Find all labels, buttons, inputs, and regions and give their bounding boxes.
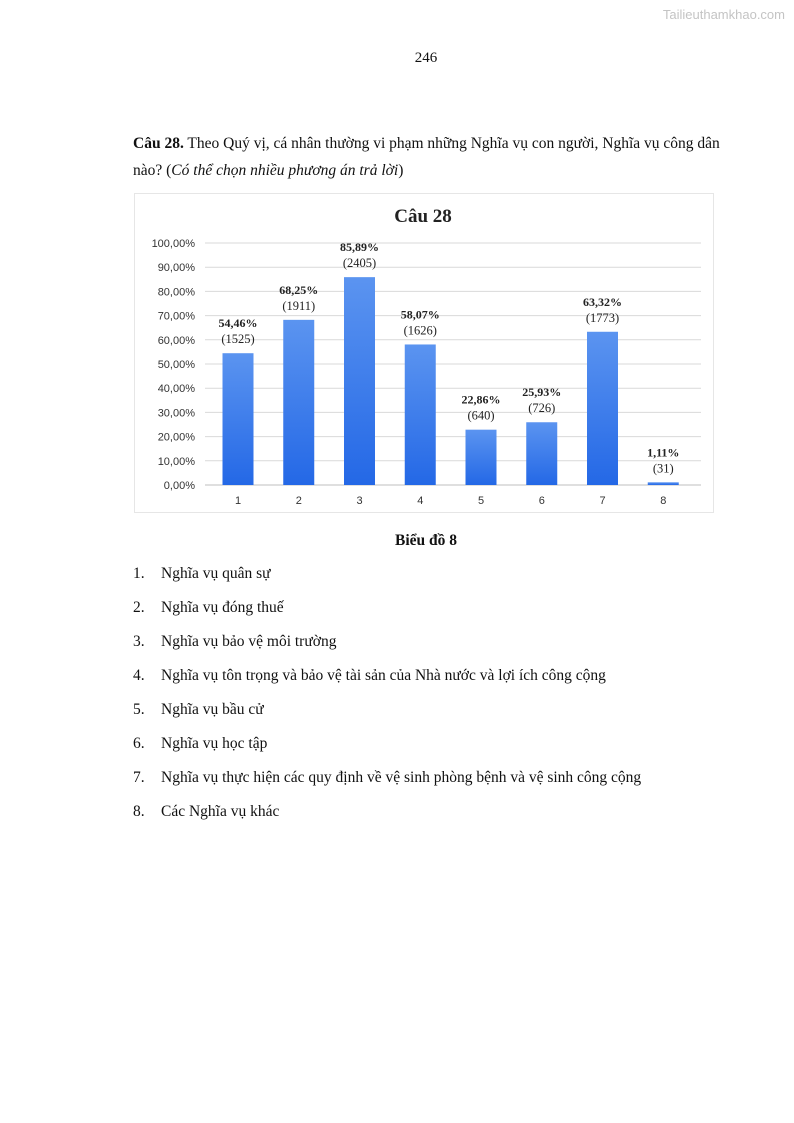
list-item [133, 664, 733, 698]
bar [526, 422, 557, 485]
x-tick-label: 8 [660, 495, 667, 507]
chart-title: Câu 28 [394, 206, 452, 227]
bar [283, 320, 314, 485]
y-tick-label: 30,00% [157, 407, 195, 420]
x-tick-label: 7 [599, 495, 606, 507]
bar-count-label: (726) [528, 401, 556, 416]
list-item [133, 562, 733, 596]
bar-value-label: 1,11% [647, 445, 680, 460]
question-body: Theo Quý vị, cá nhân thường vi phạm những Nghĩa vụ con người, Nghĩa vụ công dân nào? ( [133, 135, 720, 179]
chart-frame [134, 193, 714, 513]
bar-value-label: 68,25% [279, 282, 319, 297]
bar-count-label: (2405) [342, 256, 377, 271]
y-tick-label: 50,00% [157, 359, 195, 371]
bar [466, 430, 497, 485]
y-tick-label: 70,00% [157, 310, 195, 323]
watermark: Tailieuthamkhao.com [662, 7, 785, 22]
bar-value-label: 63,32% [583, 294, 622, 309]
x-tick-label: 2 [295, 495, 302, 507]
y-tick-label: 0,00% [163, 480, 195, 492]
list-item-number: 1. [133, 565, 145, 582]
category-list [133, 562, 733, 834]
x-tick-label: 5 [477, 495, 485, 507]
bar-value-label: 25,93% [522, 385, 562, 400]
y-tick-label: 20,00% [157, 431, 195, 444]
page-number: 246 [414, 50, 438, 66]
list-item-number: 5. [133, 701, 145, 718]
question-close: ) [398, 162, 404, 179]
bar-count-label: (1626) [403, 323, 437, 338]
list-item-number: 6. [133, 735, 145, 752]
list-item-text: Nghĩa vụ tôn trọng và bảo vệ tài sản của Nhà nước và lợi ích công cộng [161, 667, 606, 684]
list-item [133, 766, 733, 800]
list-item-text: Nghĩa vụ thực hiện các quy định về vệ sinh phòng bệnh và vệ sinh công cộng [161, 769, 642, 786]
list-item [133, 732, 733, 766]
list-item-number: 8. [133, 803, 145, 820]
y-tick-label: 10,00% [157, 455, 195, 468]
x-tick-label: 3 [356, 495, 363, 507]
list-item-number: 7. [133, 769, 145, 786]
list-item-text: Nghĩa vụ bảo vệ môi trường [161, 633, 337, 650]
list-item-number: 2. [133, 599, 145, 616]
y-tick-label: 80,00% [157, 286, 195, 299]
list-item [133, 698, 733, 732]
bar [344, 277, 375, 485]
bar-count-label: (1525) [221, 332, 255, 347]
list-item-number: 3. [133, 633, 145, 650]
x-tick-label: 1 [234, 495, 242, 507]
list-item-text: Nghĩa vụ đóng thuế [161, 599, 284, 616]
bar-value-label: 58,07% [400, 307, 440, 322]
bar [223, 353, 254, 485]
list-item-number: 4. [133, 667, 145, 684]
list-item [133, 630, 733, 664]
bar-value-label: 22,86% [461, 392, 501, 407]
bar-count-label: (640) [467, 408, 495, 423]
list-item [133, 596, 733, 630]
y-tick-label: 60,00% [157, 334, 195, 347]
question-label: Câu 28. [133, 135, 184, 152]
question-note: Có thể chọn nhiều phương án trả lời [171, 162, 399, 179]
question-text [133, 130, 723, 184]
list-item-text: Nghĩa vụ quân sự [161, 565, 271, 582]
chart-caption: Biểu đồ 8 [394, 532, 457, 549]
bar-count-label: (1773) [585, 310, 620, 325]
bar [587, 332, 618, 485]
list-item-text: Nghĩa vụ học tập [161, 735, 268, 752]
bar [405, 344, 436, 485]
list-item [133, 800, 733, 834]
bar-value-label: 85,89% [340, 240, 379, 255]
list-item-text: Các Nghĩa vụ khác [161, 803, 280, 820]
bar-count-label: (31) [652, 461, 674, 476]
y-tick-label: 90,00% [157, 262, 195, 275]
bar-value-label: 54,46% [218, 316, 258, 331]
y-tick-label: 40,00% [157, 383, 195, 396]
bar [648, 482, 679, 485]
list-item-text: Nghĩa vụ bầu cử [161, 701, 264, 718]
bar-count-label: (1911) [282, 298, 316, 313]
bar-chart [135, 194, 713, 512]
x-tick-label: 6 [538, 495, 545, 507]
y-tick-label: 100,00% [151, 238, 195, 250]
x-tick-label: 4 [417, 495, 424, 507]
